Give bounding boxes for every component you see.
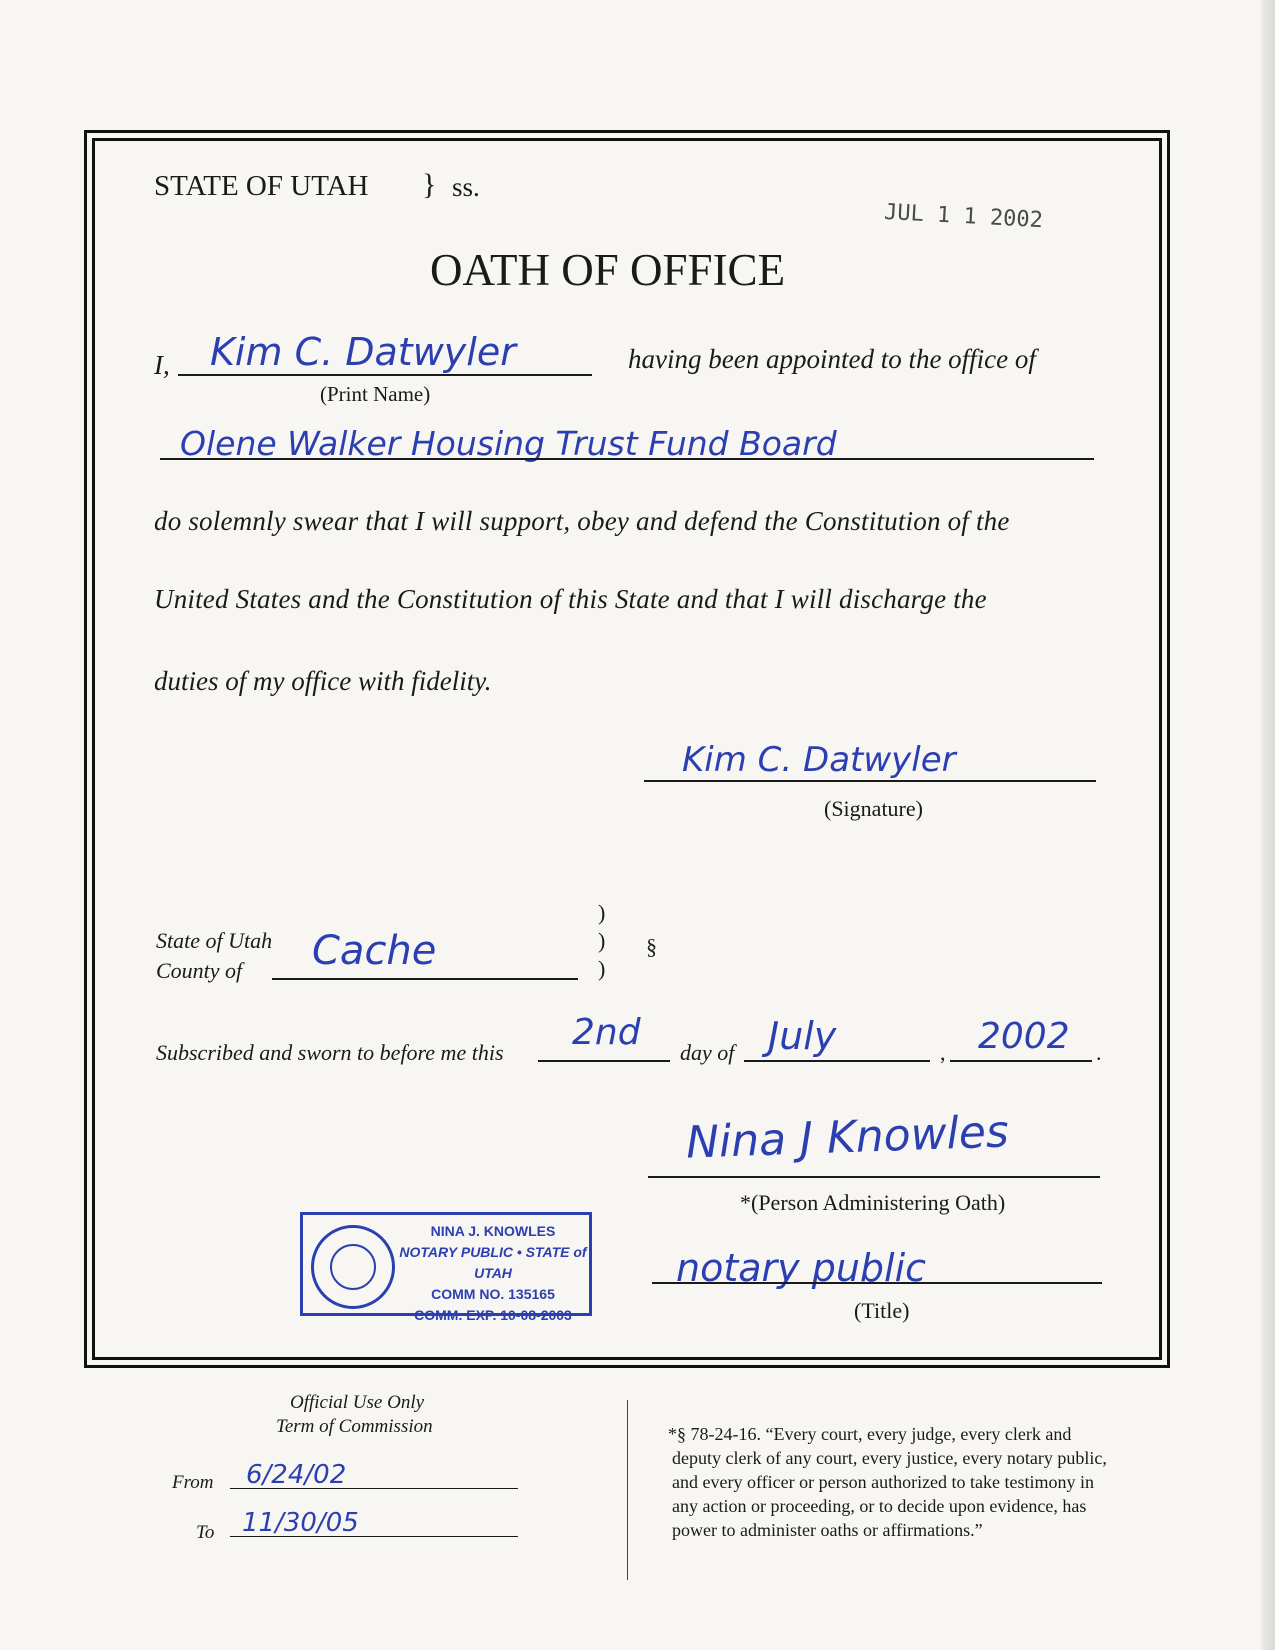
signature-value[interactable]: Kim C. Datwyler — [682, 740, 956, 780]
sworn-period: . — [1096, 1040, 1102, 1065]
ss-label: ss. — [452, 172, 480, 202]
office-line — [160, 458, 1094, 460]
signature-line — [644, 780, 1096, 782]
administrator-title-value[interactable]: notary public — [676, 1246, 927, 1290]
notary-stamp — [300, 1212, 592, 1323]
page-edge — [1261, 0, 1275, 1650]
administrator-title-line — [652, 1282, 1102, 1284]
sworn-prefix: Subscribed and sworn to before me this — [156, 1040, 504, 1065]
footer-divider — [627, 1400, 628, 1580]
sworn-year-line — [950, 1060, 1092, 1062]
sworn-month-line — [744, 1060, 930, 1062]
notary-stamp-text — [399, 1221, 587, 1326]
notary-comm-no: COMM NO. 135165 — [431, 1286, 555, 1302]
notary-name: NINA J. KNOWLES — [430, 1223, 556, 1239]
footnote-line-2: deputy clerk of any court, every justice, every notary public, — [672, 1448, 1107, 1468]
county-label: County of — [156, 958, 243, 983]
notary-comm-exp: COMM. EXP. 10-08-2003 — [414, 1307, 572, 1323]
official-use-heading: Official Use Only — [290, 1392, 425, 1413]
sworn-comma: , — [940, 1040, 946, 1065]
venue-paren-1: ) — [598, 900, 606, 925]
print-name-line — [178, 374, 592, 376]
sworn-day-line — [538, 1060, 670, 1062]
from-label: From — [172, 1472, 214, 1493]
received-date-stamp: JUL 1 1 2002 — [883, 199, 1044, 234]
administrator-caption: *(Person Administering Oath) — [740, 1190, 1006, 1215]
footnote-line-1: *§ 78-24-16. “Every court, every judge, every clerk and — [668, 1424, 1072, 1444]
footnote-line-4: any action or proceeding, or to decide upon evidence, has — [672, 1496, 1087, 1516]
county-line — [272, 978, 578, 980]
state-seal-icon — [311, 1225, 395, 1309]
to-label: To — [196, 1522, 215, 1543]
state-of-utah-label: State of Utah — [156, 928, 273, 953]
office-value[interactable]: Olene Walker Housing Trust Fund Board — [180, 424, 837, 463]
sworn-month-value[interactable]: July — [768, 1014, 837, 1058]
oath-text-line-1: do solemnly swear that I will support, obey and defend the Constitution of the — [154, 506, 1010, 536]
state-brace: } — [422, 168, 437, 201]
footnote-line-3: and every officer or person authorized to take testimony in — [672, 1472, 1095, 1492]
sworn-day-value[interactable]: 2nd — [572, 1012, 641, 1053]
notary-title: NOTARY PUBLIC • STATE of UTAH — [399, 1244, 587, 1281]
county-value[interactable]: Cache — [312, 928, 437, 974]
print-name-value[interactable]: Kim C. Datwyler — [210, 330, 516, 374]
appointed-text: having been appointed to the office of — [628, 344, 1036, 374]
section-symbol: § — [646, 934, 657, 959]
i-label: I, — [154, 350, 170, 380]
venue-paren-2: ) — [598, 928, 606, 953]
state-heading: STATE OF UTAH — [154, 170, 369, 202]
administrator-title-caption: (Title) — [854, 1298, 910, 1323]
oath-text-line-3: duties of my office with fidelity. — [154, 666, 492, 696]
term-of-commission-heading: Term of Commission — [276, 1416, 433, 1437]
oath-text-line-2: United States and the Constitution of this State and that I will discharge the — [154, 584, 987, 614]
sworn-day-of: day of — [680, 1040, 735, 1065]
from-value[interactable]: 6/24/02 — [246, 1460, 347, 1490]
signature-caption: (Signature) — [824, 796, 923, 821]
footnote-line-5: power to administer oaths or affirmations.” — [672, 1520, 983, 1540]
page-title: OATH OF OFFICE — [430, 245, 786, 295]
from-line — [230, 1488, 518, 1489]
to-value[interactable]: 11/30/05 — [242, 1508, 359, 1538]
administrator-signature[interactable]: Nina J Knowles — [685, 1106, 1010, 1169]
administrator-signature-line — [648, 1176, 1100, 1178]
print-name-caption: (Print Name) — [320, 382, 431, 406]
venue-paren-3: ) — [598, 956, 606, 981]
to-line — [230, 1536, 518, 1537]
sworn-year-value[interactable]: 2002 — [978, 1016, 1070, 1057]
